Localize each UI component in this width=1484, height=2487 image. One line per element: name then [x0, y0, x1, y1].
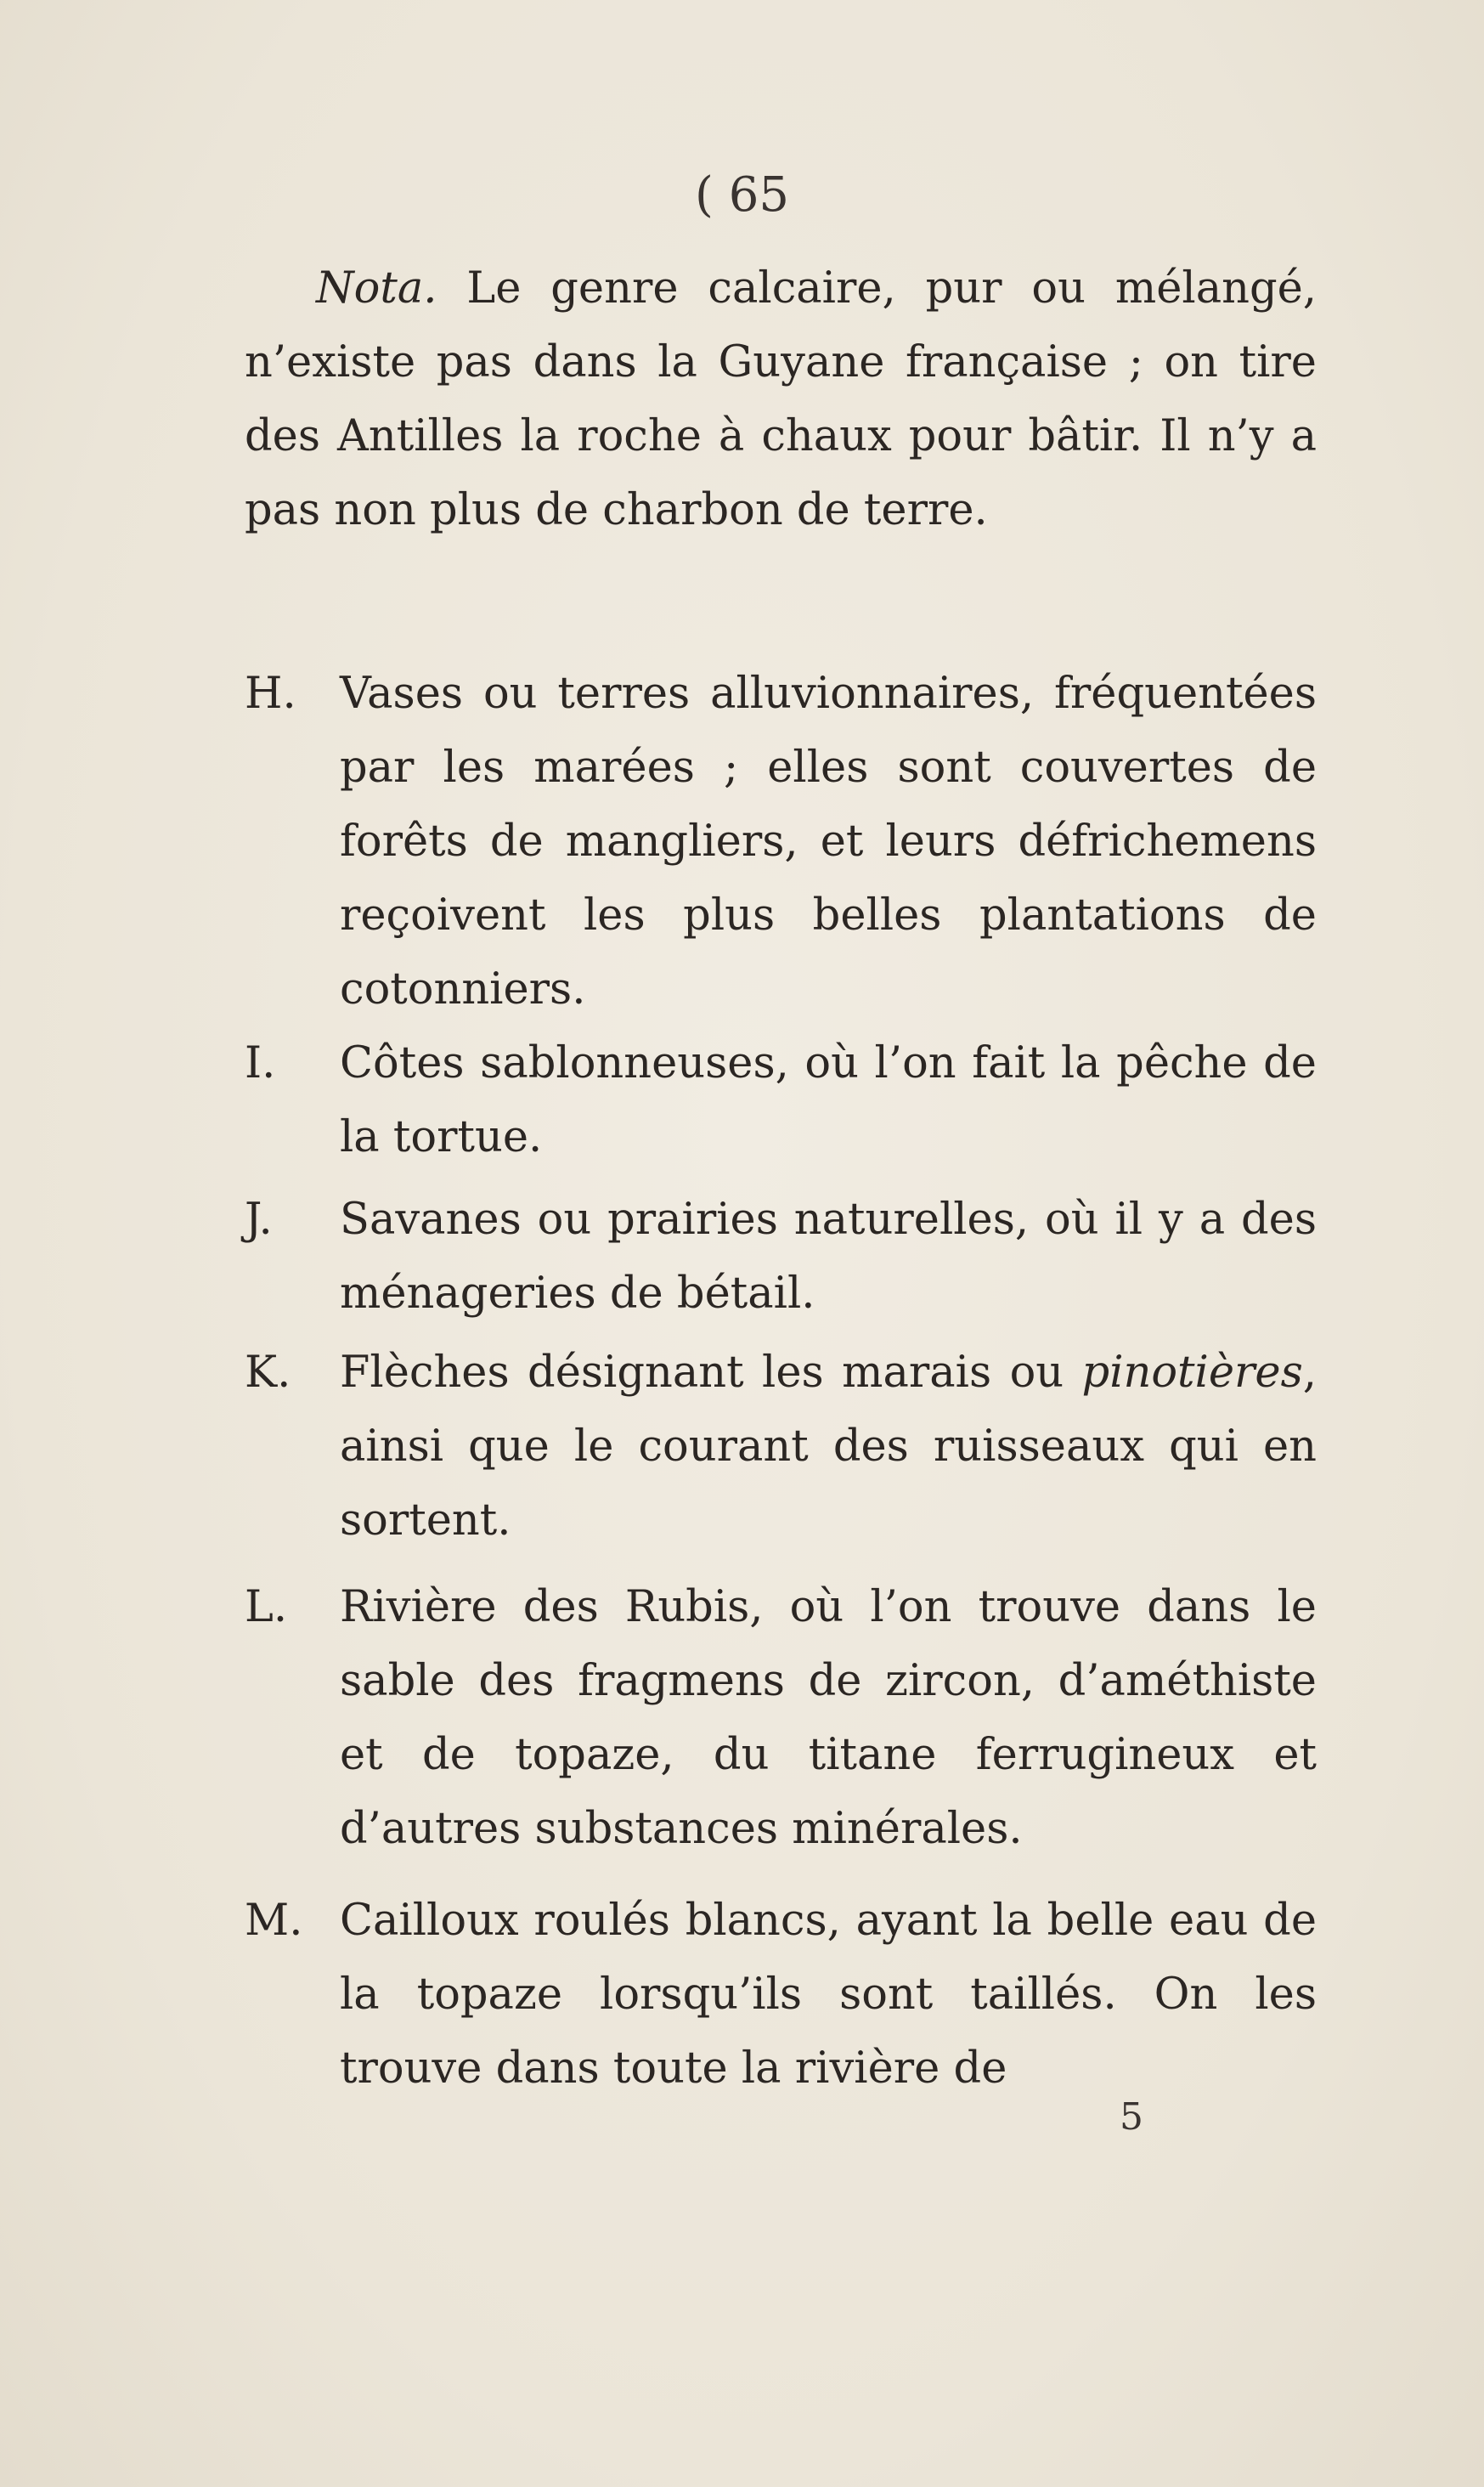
legend-entry-i: [245, 1026, 1317, 1174]
legend-entry-h: [245, 657, 1317, 1026]
legend-text: Rivière des Rubis, où l’on trouve dans le sable des fragmens de zircon, d’améthiste et de topaze, du titane ferrugineux et d’autres substances minérales.: [340, 1582, 1317, 1854]
legend-text-italic: pinotières: [1081, 1348, 1303, 1398]
legend-letter: K.: [245, 1348, 291, 1398]
legend-text: [340, 1336, 1317, 1557]
legend-entry-k: [245, 1336, 1317, 1557]
nota-label: Nota.: [316, 263, 437, 314]
legend-text-part: Flèches désignant les marais ou: [340, 1348, 1082, 1398]
legend-text: Côtes sablonneuses, où l’on fait la pêche de la tortue.: [340, 1038, 1317, 1162]
legend-letter: I.: [245, 1038, 276, 1088]
signature-mark: 5: [1120, 2095, 1143, 2139]
legend-letter: L.: [245, 1582, 288, 1632]
legend-entry-j: [245, 1183, 1317, 1331]
legend-letter: H.: [245, 669, 296, 719]
nota-paragraph: [245, 252, 1317, 547]
legend-letter: M.: [245, 1896, 303, 1946]
legend-text-part: , ainsi que le courant des ruisseaux qui en sortent.: [340, 1348, 1317, 1546]
legend-text: Cailloux roulés blancs, ayant la belle eau de la topaze lorsqu’ils sont taillés. On les trouve dans toute la rivière de: [340, 1896, 1317, 2094]
legend-text: Vases ou terres alluvionnaires, fréquentées par les marées ; elles sont couvertes de forêts de mangliers, et leurs défrichemens reçoivent les plus belles plantations de cotonniers.: [340, 669, 1317, 1015]
legend-entry-l: [245, 1570, 1317, 1866]
nota-text: Le genre calcaire, pur ou mélangé, n’existe pas dans la Guyane française ; on tire des Antilles la roche à chaux pour bâtir. Il n’y a pas non plus de charbon de terre.: [245, 263, 1317, 535]
legend-entry-m: [245, 1884, 1317, 2105]
legend-text: Savanes ou prairies naturelles, où il y a des ménageries de bétail.: [340, 1195, 1317, 1319]
legend-letter: J.: [245, 1195, 273, 1245]
page-number: ( 65: [695, 167, 789, 223]
